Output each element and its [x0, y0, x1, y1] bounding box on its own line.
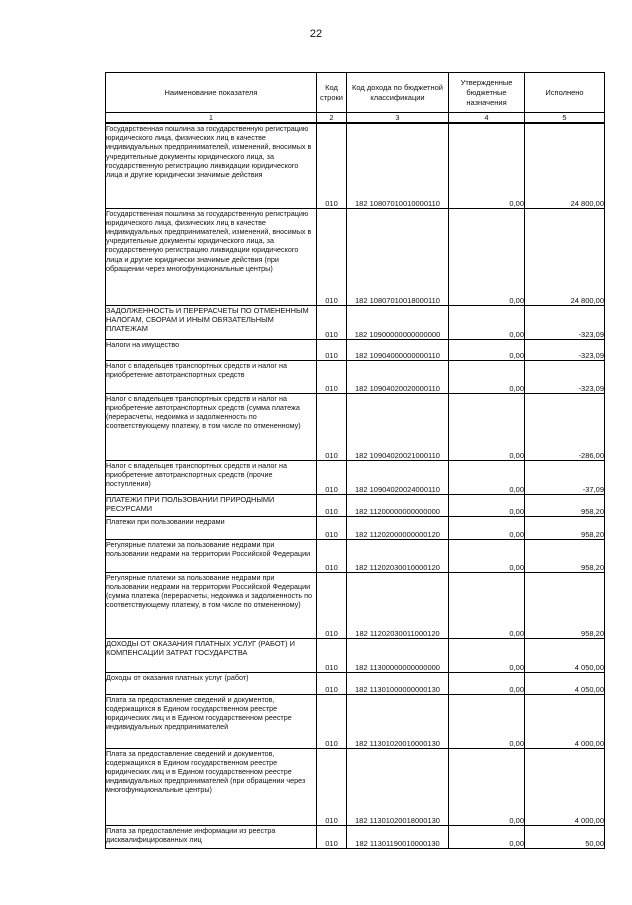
row-line-code: 010 — [317, 339, 347, 360]
row-income-code: 182 11200000000000000 — [347, 494, 449, 516]
table-row — [106, 572, 605, 638]
header-income-code: Код дохода по бюджетной классификации — [347, 73, 449, 113]
row-executed: 4 050,00 — [525, 638, 605, 672]
table-row — [106, 539, 605, 572]
row-approved: 0,00 — [449, 672, 525, 694]
row-executed: 24 800,00 — [525, 123, 605, 208]
table-row — [106, 305, 605, 339]
row-name: Плата за предоставление сведений и документов, содержащихся в Едином государственном реестре юридических лиц и в Едином государственном реестре индивидуальных предпринимателей (при обращении через многофункциональные центры) — [106, 748, 317, 825]
column-number: 1 — [106, 113, 317, 124]
row-income-code: 182 10904020020000110 — [347, 360, 449, 393]
row-name: Плата за предоставление сведений и документов, содержащихся в Едином государственном реестре юридических лиц и в Едином государственном реестре индивидуальных предпринимателей — [106, 694, 317, 748]
table-row — [106, 516, 605, 539]
column-number-row — [106, 113, 605, 124]
row-line-code: 010 — [317, 360, 347, 393]
row-approved: 0,00 — [449, 494, 525, 516]
row-income-code: 182 11301190010000130 — [347, 825, 449, 848]
row-line-code: 010 — [317, 539, 347, 572]
table-row — [106, 393, 605, 460]
page-number: 22 — [309, 28, 323, 40]
row-name: Регулярные платежи за пользование недрами при пользовании недрами на территории Российской Федерации — [106, 539, 317, 572]
row-name: ЗАДОЛЖЕННОСТЬ И ПЕРЕРАСЧЕТЫ ПО ОТМЕНЕННЫМ НАЛОГАМ, СБОРАМ И ИНЫМ ОБЯЗАТЕЛЬНЫМ ПЛАТЕЖАМ — [106, 305, 317, 339]
row-line-code: 010 — [317, 123, 347, 208]
row-approved: 0,00 — [449, 305, 525, 339]
row-name: Государственная пошлина за государственную регистрацию юридического лица, физических лиц в качестве индивидуальных предпринимателей, изменений, вносимых в учредительные документы юридического лица, за государственную регистрацию ликвидации юридического лица и другие юридически значимые действия — [106, 123, 317, 208]
row-executed: 958,20 — [525, 494, 605, 516]
row-approved: 0,00 — [449, 825, 525, 848]
row-executed: 958,20 — [525, 572, 605, 638]
row-income-code: 182 10904020024000110 — [347, 460, 449, 494]
row-income-code: 182 11301000000000130 — [347, 672, 449, 694]
row-approved: 0,00 — [449, 393, 525, 460]
row-name: Платежи при пользовании недрами — [106, 516, 317, 539]
row-approved: 0,00 — [449, 339, 525, 360]
column-number: 2 — [317, 113, 347, 124]
header-indicator-name: Наименование показателя — [106, 73, 317, 113]
column-number: 4 — [449, 113, 525, 124]
row-income-code: 182 11202000000000120 — [347, 516, 449, 539]
row-income-code: 182 11202030010000120 — [347, 539, 449, 572]
row-executed: 958,20 — [525, 539, 605, 572]
row-line-code: 010 — [317, 393, 347, 460]
row-line-code: 010 — [317, 638, 347, 672]
row-executed: 4 000,00 — [525, 748, 605, 825]
row-name: ДОХОДЫ ОТ ОКАЗАНИЯ ПЛАТНЫХ УСЛУГ (РАБОТ) И КОМПЕНСАЦИИ ЗАТРАТ ГОСУДАРСТВА — [106, 638, 317, 672]
row-line-code: 010 — [317, 460, 347, 494]
column-number: 5 — [525, 113, 605, 124]
row-name: Налог с владельцев транспортных средств и налог на приобретение автотранспортных средств (сумма платежа (перерасчеты, недоимка и задолженность по соответствующему платежу, в том числе по отмененному) — [106, 393, 317, 460]
row-name: Государственная пошлина за государственную регистрацию юридического лица, физических лиц в качестве индивидуальных предпринимателей, изменений, вносимых в учредительные документы юридического лица, за государственную регистрацию ликвидации юридического лица и другие юридически значимые действия (при обращении через многофункциональные центры) — [106, 208, 317, 305]
row-income-code: 182 10904000000000110 — [347, 339, 449, 360]
header-line-code: Код строки — [317, 73, 347, 113]
row-name: Регулярные платежи за пользование недрами при пользовании недрами на территории Российской Федерации (сумма платежа (перерасчеты, недоимка и задолженность по соответствующему платежу, в том числе по отмененному) — [106, 572, 317, 638]
row-income-code: 182 10904020021000110 — [347, 393, 449, 460]
table-row — [106, 460, 605, 494]
row-name: Налог с владельцев транспортных средств и налог на приобретение автотранспортных средств (прочие поступления) — [106, 460, 317, 494]
row-approved: 0,00 — [449, 516, 525, 539]
header-executed: Исполнено — [525, 73, 605, 113]
income-report-table — [105, 72, 605, 849]
table-row — [106, 672, 605, 694]
header-approved: Утвержденные бюджетные назначения — [449, 73, 525, 113]
row-income-code: 182 11301020018000130 — [347, 748, 449, 825]
row-executed: -323,09 — [525, 339, 605, 360]
row-executed: 50,00 — [525, 825, 605, 848]
table-row — [106, 208, 605, 305]
row-approved: 0,00 — [449, 123, 525, 208]
row-approved: 0,00 — [449, 638, 525, 672]
row-line-code: 010 — [317, 494, 347, 516]
table-row — [106, 494, 605, 516]
row-name: Доходы от оказания платных услуг (работ) — [106, 672, 317, 694]
column-number: 3 — [347, 113, 449, 124]
row-executed: 4 050,00 — [525, 672, 605, 694]
table-row — [106, 123, 605, 208]
row-executed: -37,09 — [525, 460, 605, 494]
table-row — [106, 748, 605, 825]
row-line-code: 010 — [317, 825, 347, 848]
row-approved: 0,00 — [449, 748, 525, 825]
row-executed: 4 000,00 — [525, 694, 605, 748]
row-income-code: 182 10900000000000000 — [347, 305, 449, 339]
row-line-code: 010 — [317, 672, 347, 694]
row-name: ПЛАТЕЖИ ПРИ ПОЛЬЗОВАНИИ ПРИРОДНЫМИ РЕСУРСАМИ — [106, 494, 317, 516]
table-row — [106, 694, 605, 748]
row-name: Налог с владельцев транспортных средств и налог на приобретение автотранспортных средств — [106, 360, 317, 393]
row-line-code: 010 — [317, 572, 347, 638]
header-row — [106, 73, 605, 113]
row-income-code: 182 11300000000000000 — [347, 638, 449, 672]
row-line-code: 010 — [317, 748, 347, 825]
row-approved: 0,00 — [449, 572, 525, 638]
row-executed: -286,00 — [525, 393, 605, 460]
row-income-code: 182 10807010018000110 — [347, 208, 449, 305]
table-row — [106, 638, 605, 672]
row-income-code: 182 11301020010000130 — [347, 694, 449, 748]
table-row — [106, 360, 605, 393]
row-income-code: 182 11202030011000120 — [347, 572, 449, 638]
row-name: Плата за предоставление информации из реестра дисквалифицированных лиц — [106, 825, 317, 848]
row-executed: -323,09 — [525, 305, 605, 339]
row-income-code: 182 10807010010000110 — [347, 123, 449, 208]
row-approved: 0,00 — [449, 539, 525, 572]
row-executed: 24 800,00 — [525, 208, 605, 305]
row-executed: 958,20 — [525, 516, 605, 539]
row-approved: 0,00 — [449, 694, 525, 748]
row-line-code: 010 — [317, 516, 347, 539]
table-row — [106, 339, 605, 360]
row-approved: 0,00 — [449, 208, 525, 305]
row-line-code: 010 — [317, 305, 347, 339]
table-row — [106, 825, 605, 848]
row-line-code: 010 — [317, 208, 347, 305]
row-approved: 0,00 — [449, 460, 525, 494]
row-line-code: 010 — [317, 694, 347, 748]
row-approved: 0,00 — [449, 360, 525, 393]
row-executed: -323,09 — [525, 360, 605, 393]
row-name: Налоги на имущество — [106, 339, 317, 360]
